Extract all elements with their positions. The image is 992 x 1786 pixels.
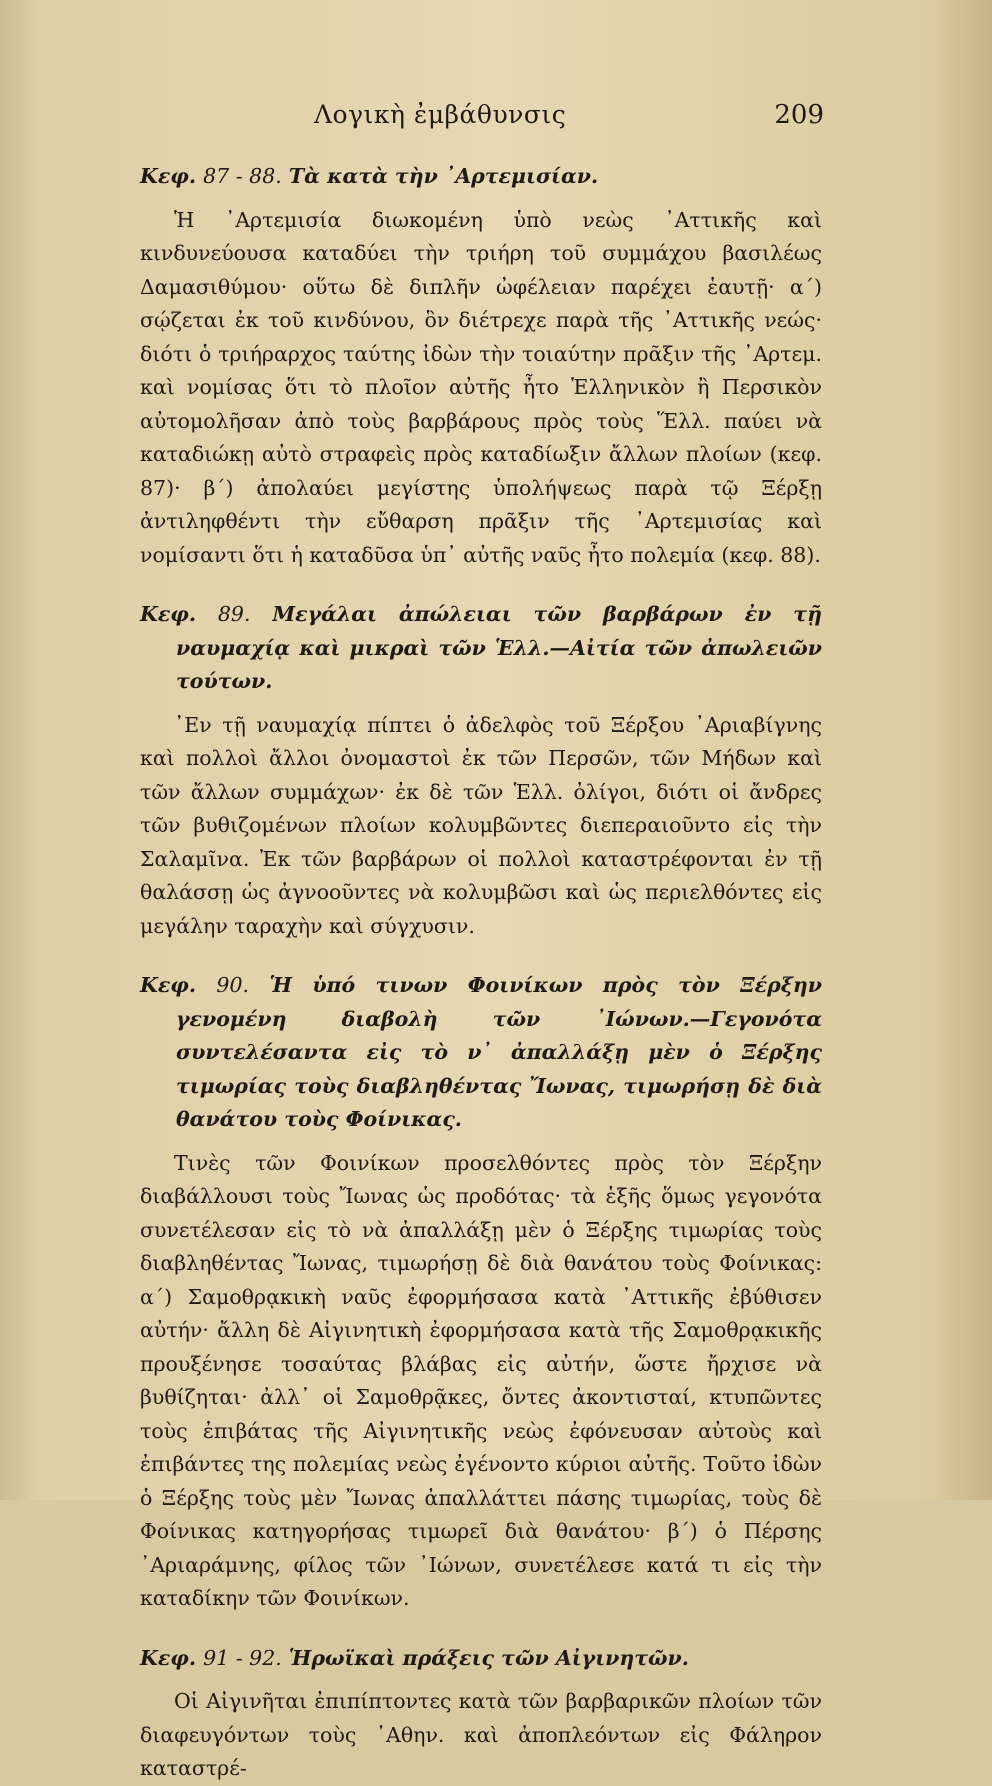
chapter-heading-91-92 bbox=[140, 1642, 822, 1676]
chapter-label: Κεφ. bbox=[140, 602, 196, 626]
chapter-number: 89. bbox=[217, 602, 251, 626]
chapter-heading-90 bbox=[140, 969, 822, 1137]
chapter-label: Κεφ. bbox=[140, 1645, 196, 1670]
chapter-number: 87 - 88. bbox=[203, 164, 282, 188]
chapter-number: 91 - 92. bbox=[203, 1645, 282, 1670]
page-body bbox=[140, 160, 822, 1786]
page-number: 209 bbox=[774, 100, 824, 130]
chapter-label: Κεφ. bbox=[140, 973, 196, 997]
chapter-summary-87-88: Ἡ ᾽Αρτεμισία διωκομένη ὑπὸ νεὼς ᾽Αττικῆς καὶ κινδυνεύουσα καταδύει τὴν τριήρη τοῦ συμμάχου βασιλέως Δαμασιθύμου· οὕτω δὲ διπλῆν ὠφέλειαν παρέχει ἑαυτῇ· α΄) σῴζεται ἐκ τοῦ κινδύνου, ὃν διέτρεχε παρὰ τῆς ᾽Αττικῆς νεώς· διότι ὁ τριήραρχος ταύτης ἰδὼν τὴν τοιαύτην πρᾶξιν τῆς ᾽Αρτεμ. καὶ νομίσας ὅτι τὸ πλοῖον αὐτῆς ἦτο Ἑλληνικὸν ἢ Περσικὸν αὐτομολῆσαν ἀπὸ τοὺς βαρβάρους πρὸς τοὺς Ἕλλ. παύει νὰ καταδιώκῃ αὐτὸ στραφεὶς πρὸς καταδίωξιν ἄλλων πλοίων (κεφ. 87)· β΄) ἀπολαύει μεγίστης ὑπολήψεως παρὰ τῷ Ξέρξῃ ἀντιληφθέντι τὴν εὔθαρση πρᾶξιν τῆς ᾽Αρτεμισίας καὶ νομίσαντι ὅτι ἡ καταδῦσα ὑπ᾽ αὐτῆς ναῦς ἦτο πολεμία (κεφ. 88). bbox=[140, 207, 822, 567]
chapter-heading-89 bbox=[140, 598, 822, 699]
chapter-summary-91-92: Οἱ Αἰγινῆται ἐπιπίπτοντες κατὰ τῶν βαρβαρικῶν πλοίων τῶν διαφευγόντων τοὺς ᾽Αθην. καὶ ἀποπλεόντων εἰς Φάληρον καταστρέ- bbox=[140, 1689, 822, 1780]
chapter-number: 90. bbox=[216, 973, 250, 997]
chapter-summary-90: Τινὲς τῶν Φοινίκων προσελθόντες πρὸς τὸν Ξέρξην διαβάλλουσι τοὺς Ἴωνας ὡς προδότας· τὰ ἑξῆς ὅμως γεγονότα συνετέλεσαν εἰς τὸ νὰ ἀπαλλάξῃ μὲν ὁ Ξέρξης τιμωρίας τοὺς διαβληθέντας Ἴωνας, τιμωρήσῃ δὲ διὰ θανάτου τοὺς Φοίνικας: α΄) Σαμοθρᾳκικὴ ναῦς ἐφορμήσασα κατὰ ᾽Αττικῆς ἐβύθισεν αὐτήν· ἄλλη δὲ Αἰγινητικὴ ἐφορμήσασα κατὰ τῆς Σαμοθρᾳκικῆς προυξένησε τοσαύτας βλάβας εἰς αὐτήν, ὥστε ἤρχισε νὰ βυθίζηται· ἀλλ᾽ οἱ Σαμοθρᾷκες, ὄντες ἀκοντισταί, κτυπῶντες τοὺς ἐπιβάτας τῆς Αἰγινητικῆς νεὼς ἐφόνευσαν αὐτοὺς καὶ ἐπιβάντες της πολεμίας νεὼς ἐγένοντο κύριοι αὐτῆς. Τοῦτο ἰδὼν ὁ Ξέρξης τοὺς μὲν Ἴωνας ἀπαλλάττει πάσης τιμωρίας, τοὺς δὲ Φοίνικας κατηγορήσας τιμωρεῖ διὰ θανάτου· β΄) ὁ Πέρσης ᾽Αριαράμνης, φίλος τῶν ᾽Ιώνων, συνετέλεσε κατά τι εἰς τὴν καταδίκην τῶν Φοινίκων. bbox=[140, 1150, 822, 1610]
chapter-label: Κεφ. bbox=[140, 164, 196, 188]
chapter-title: Μεγάλαι ἀπώλειαι τῶν βαρβάρων ἐν τῇ ναυμαχίᾳ καὶ μικραὶ τῶν Ἑλλ.—Αἰτία τῶν ἀπωλειῶν τούτων. bbox=[176, 602, 822, 693]
chapter-title: Ἡ ὑπό τινων Φοινίκων πρὸς τὸν Ξέρξην γενομένη διαβολὴ τῶν ᾽Ιώνων.—Γεγονότα συντελέσαντα εἰς τὸ ν᾽ ἀπαλλάξῃ μὲν ὁ Ξέρξης τιμωρίας τοὺς διαβληθέντας Ἴωνας, τιμωρήσῃ δὲ διὰ θανάτου τοὺς Φοίνικας. bbox=[176, 973, 823, 1131]
chapter-title: Ἡρωϊκαὶ πράξεις τῶν Αἰγινητῶν. bbox=[288, 1645, 689, 1670]
chapter-summary-89: ᾽Εν τῇ ναυμαχίᾳ πίπτει ὁ ἀδελφὸς τοῦ Ξέρξου ᾽Αριαβίγνης καὶ πολλοὶ ἄλλοι ὀνομαστοὶ ἐκ τῶν Περσῶν, τῶν Μήδων καὶ τῶν ἄλλων συμμάχων· ἐκ δὲ τῶν Ἑλλ. ὀλίγοι, διότι οἱ ἄνδρες τῶν βυθιζομένων πλοίων κολυμβῶντες διεπεραιοῦντο εἰς τὴν Σαλαμῖνα. Ἐκ τῶν βαρβάρων οἱ πολλοὶ καταστρέφονται ἐν τῇ θαλάσσῃ ὡς ἀγνοοῦντες νὰ κολυμβῶσι καὶ ὡς περιελθόντες εἰς μεγάλην ταραχὴν καὶ σύγχυσιν. bbox=[140, 712, 822, 938]
chapter-title: Τὰ κατὰ τὴν ᾽Αρτεμισίαν. bbox=[288, 164, 599, 188]
page-header bbox=[140, 100, 824, 140]
running-title: Λογικὴ ἐμβάθυνσις bbox=[314, 100, 567, 129]
chapter-heading-87-88 bbox=[140, 160, 822, 194]
